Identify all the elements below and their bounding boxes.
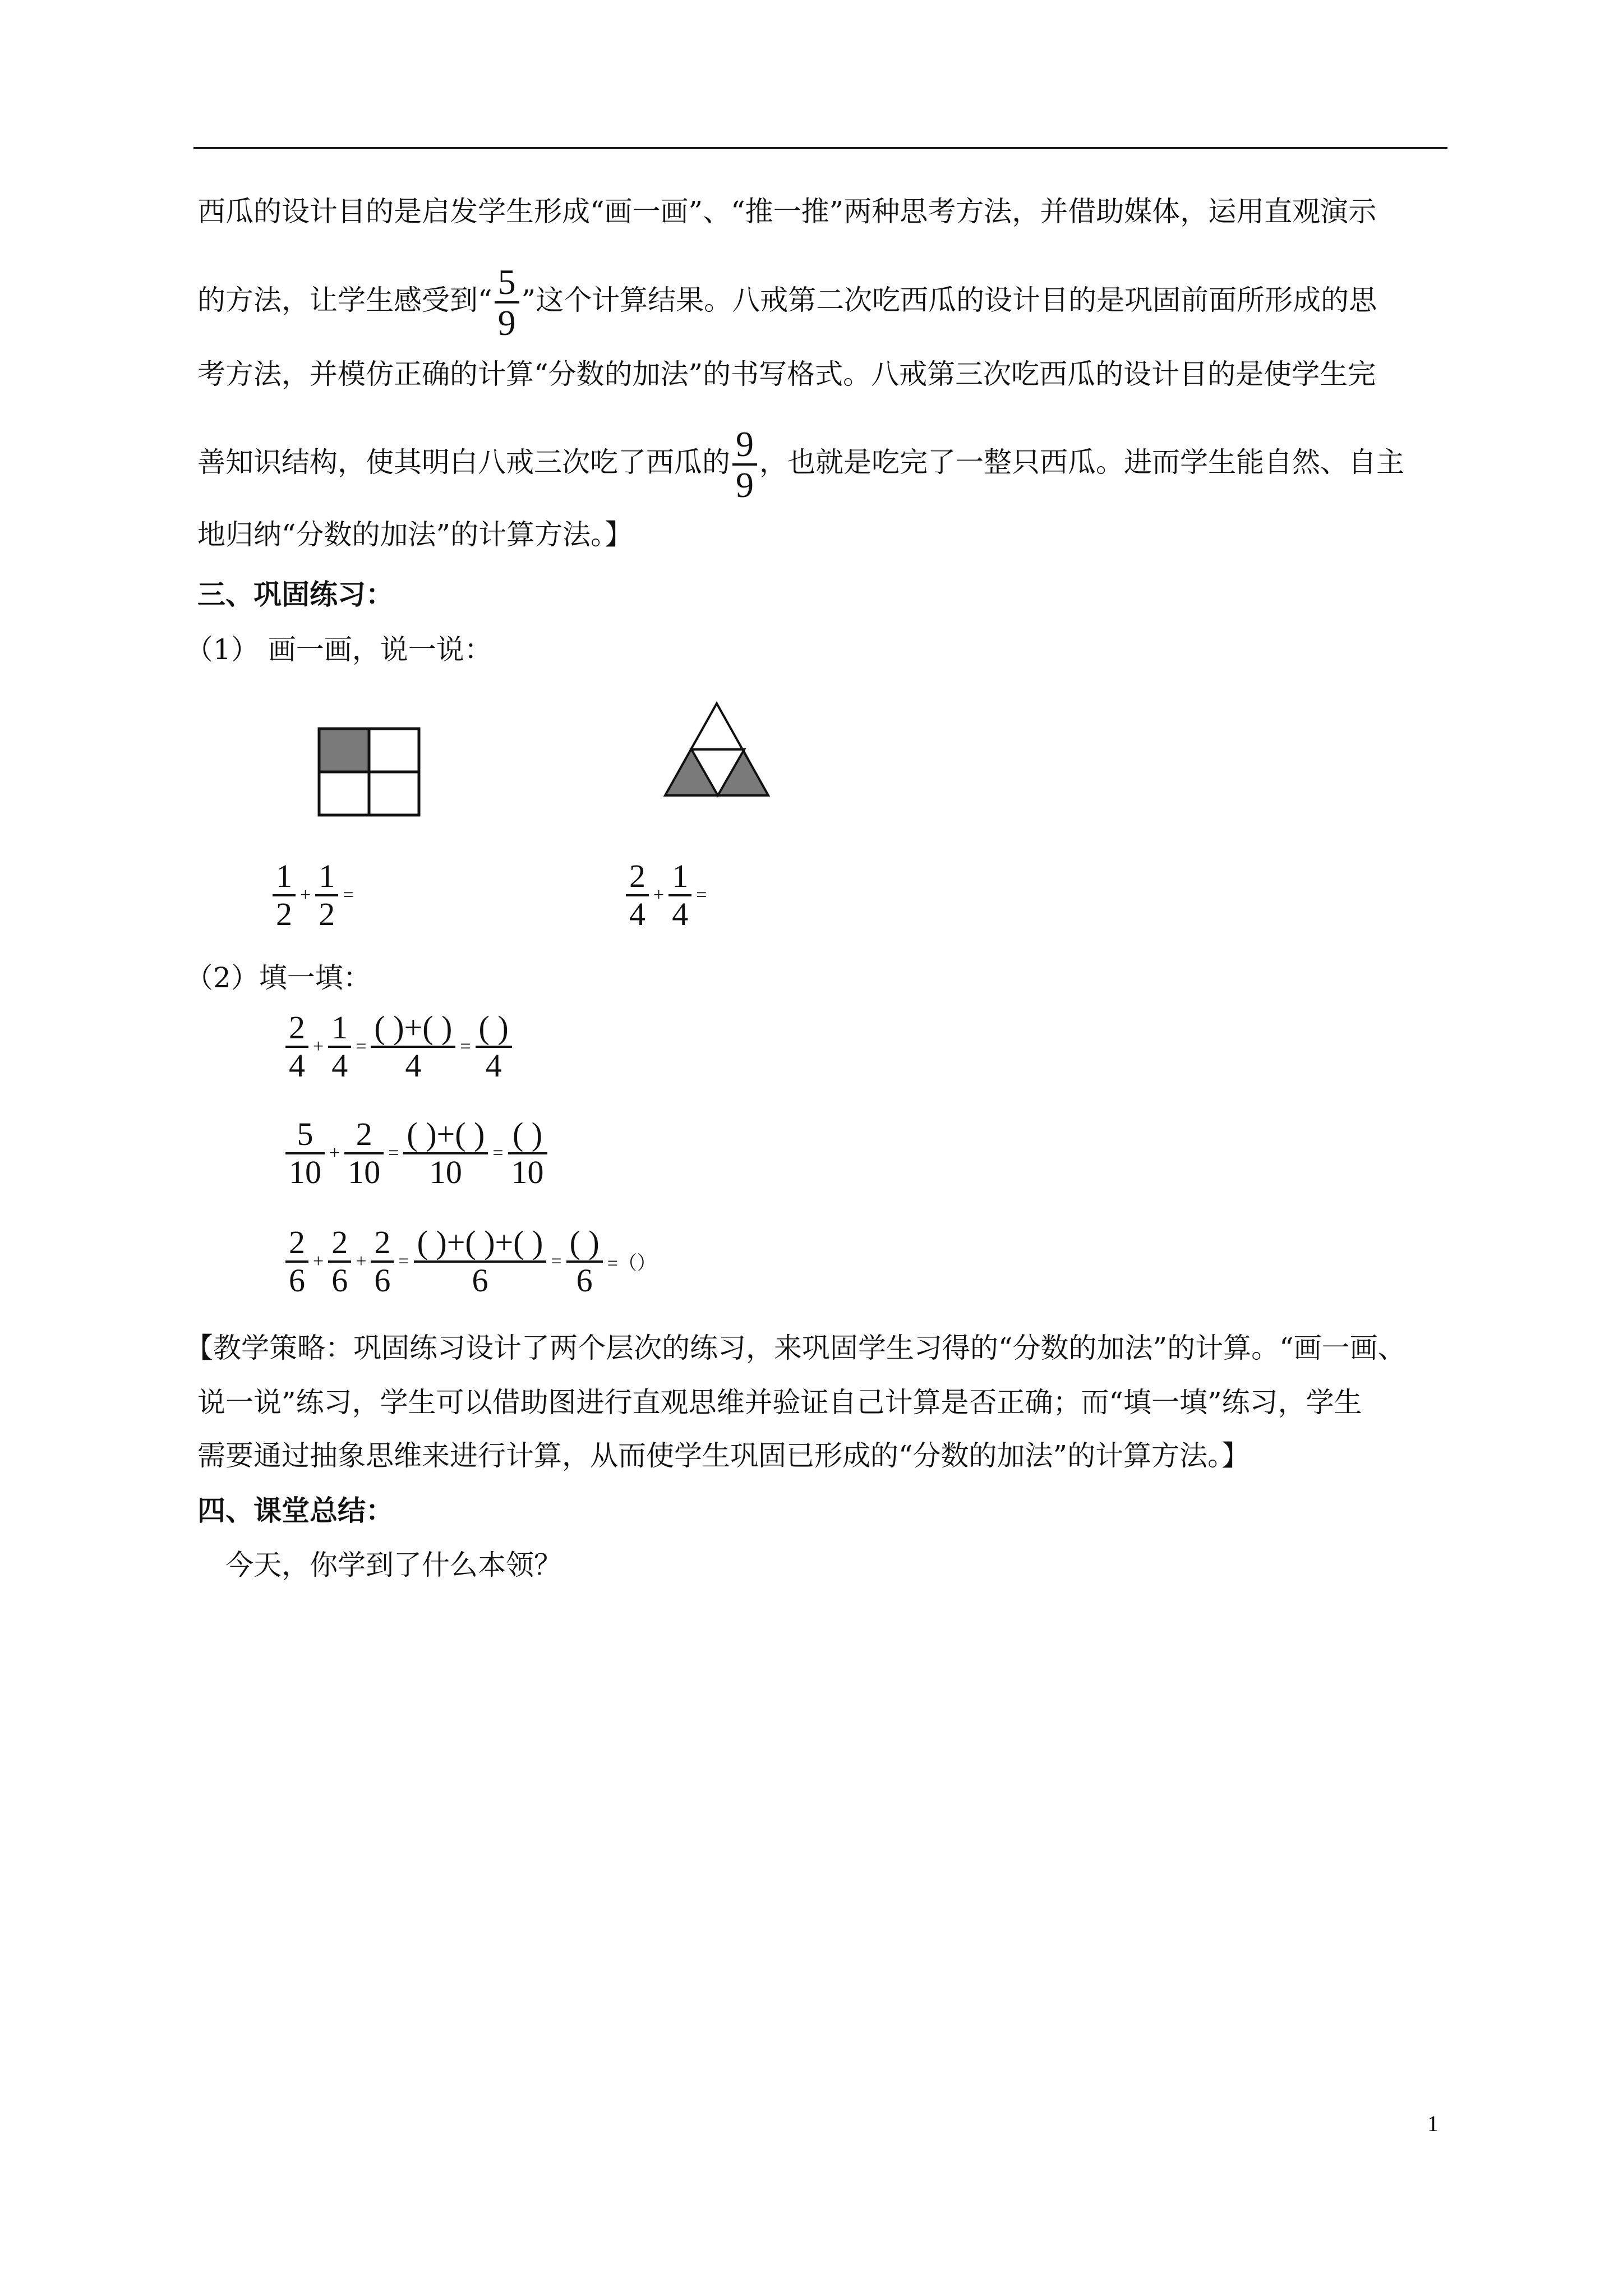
numerator: 2 <box>629 858 645 894</box>
paragraph-line-4 <box>197 425 1448 504</box>
paragraph-line-2b: ”这个计算结果。八戒第二次吃西瓜的设计目的是巩固前面所形成的思 <box>521 284 1377 317</box>
denominator: 2 <box>315 894 338 932</box>
exercise-1 <box>270 858 356 932</box>
item-2-label: （2）填一填： <box>185 961 371 994</box>
denominator: 4 <box>328 1046 351 1084</box>
blank-sum-fraction <box>403 1116 488 1190</box>
blank-result-fraction <box>476 1010 512 1084</box>
paragraph-line-4a: 善知识结构，使其明白八戒三次吃了西瓜的 <box>197 446 730 479</box>
plus-sign: + <box>313 1250 324 1272</box>
fraction-b <box>315 858 338 932</box>
fraction-b <box>344 1116 384 1190</box>
numerator: 2 <box>289 1009 305 1046</box>
summary-question: 今天，你学到了什么本领？ <box>225 1549 562 1581</box>
paragraph-line-3: 考方法，并模仿正确的计算“分数的加法”的书写格式。八戒第三次吃西瓜的设计目的是使学生完 <box>197 358 1376 390</box>
blank-numerator: ( )+( ) <box>374 1009 453 1046</box>
numerator: 2 <box>374 1224 391 1260</box>
blank-numerator: ( ) <box>478 1009 509 1046</box>
fraction-denominator: 9 <box>495 301 519 342</box>
numerator: 1 <box>331 1009 348 1046</box>
equals-sign: = <box>696 884 707 905</box>
blank-sum-fraction <box>414 1225 547 1299</box>
denominator: 4 <box>285 1046 308 1084</box>
denominator: 4 <box>668 894 691 932</box>
paragraph-line-4b: ，也就是吃完了一整只西瓜。进而学生能自然、自主 <box>759 446 1404 479</box>
numerator: 5 <box>297 1116 313 1152</box>
equals-sign: = <box>356 1036 367 1057</box>
fraction-a <box>626 858 649 932</box>
denominator: 4 <box>626 894 649 932</box>
final-blank: =（） <box>607 1253 656 1274</box>
numerator: 2 <box>289 1224 305 1260</box>
fill-row-2 <box>283 1116 550 1190</box>
plus-sign: + <box>653 884 665 905</box>
blank-numerator: ( )+( ) <box>407 1116 485 1152</box>
denominator: 4 <box>371 1046 455 1084</box>
denominator: 6 <box>371 1260 394 1299</box>
header-rule <box>193 147 1447 149</box>
fraction-denominator: 9 <box>732 463 757 504</box>
fraction-numerator: 9 <box>736 424 754 464</box>
fraction-b <box>668 858 691 932</box>
plus-sign: + <box>329 1142 340 1163</box>
strategy-line-1: 【教学策略：巩固练习设计了两个层次的练习，来巩固学生习得的“分数的加法”的计算。“画一画、 <box>185 1332 1406 1364</box>
denominator: 6 <box>328 1260 351 1299</box>
paragraph-line-2a: 的方法，让学生感受到“ <box>197 284 492 317</box>
blank-result-fraction <box>566 1225 603 1299</box>
paragraph-line-1: 西瓜的设计目的是启发学生形成“画一画”、“推一推”两种思考方法，并借助媒体，运用直观演示 <box>197 195 1377 228</box>
plus-sign: + <box>300 884 311 905</box>
blank-result-fraction <box>508 1116 547 1190</box>
equals-sign: = <box>388 1142 399 1163</box>
denominator: 6 <box>285 1260 308 1299</box>
denominator: 10 <box>344 1152 384 1190</box>
equals-sign: = <box>551 1250 562 1272</box>
fraction-9-9 <box>732 425 757 504</box>
numerator: 1 <box>319 858 335 894</box>
numerator: 2 <box>331 1224 348 1260</box>
square-figure <box>317 727 421 817</box>
numerator: 1 <box>276 858 292 894</box>
denominator: 10 <box>403 1152 488 1190</box>
plus-sign: + <box>313 1036 324 1057</box>
paragraph-line-2 <box>197 263 1448 342</box>
plus-sign: + <box>356 1250 367 1272</box>
denominator: 2 <box>273 894 296 932</box>
fraction-numerator: 5 <box>497 262 516 302</box>
shaded-left-triangle <box>665 749 718 795</box>
strategy-line-2: 说一说”练习，学生可以借助图进行直观思维并验证自己计算是否正确；而“填一填”练习，学生 <box>197 1386 1362 1419</box>
item-1-label: （1） 画一画，说一说： <box>185 633 492 666</box>
exercise-2 <box>624 858 709 932</box>
fill-row-3 <box>283 1225 658 1299</box>
paragraph-line-5: 地归纳“分数的加法”的计算方法。】 <box>197 518 633 551</box>
equals-sign: = <box>398 1250 409 1272</box>
blank-numerator: ( )+( )+( ) <box>417 1224 543 1260</box>
denominator: 6 <box>414 1260 547 1299</box>
blank-numerator: ( ) <box>512 1116 543 1152</box>
blank-numerator: ( ) <box>569 1224 600 1260</box>
strategy-line-3: 需要通过抽象思维来进行计算，从而使学生巩固已形成的“分数的加法”的计算方法。】 <box>197 1439 1250 1472</box>
numerator: 2 <box>356 1116 372 1152</box>
fraction-b <box>328 1225 351 1299</box>
blank-sum-fraction <box>371 1010 455 1084</box>
numerator: 1 <box>672 858 689 894</box>
triangle-figure <box>663 701 770 798</box>
fraction-c <box>371 1225 394 1299</box>
shaded-quarter <box>319 729 369 772</box>
denominator: 10 <box>508 1152 547 1190</box>
section-4-heading: 四、课堂总结： <box>197 1494 394 1527</box>
fraction-a <box>285 1010 308 1084</box>
denominator: 6 <box>566 1260 603 1299</box>
page-number: 1 <box>1427 2111 1438 2136</box>
fraction-5-9 <box>495 263 519 342</box>
fraction-a <box>285 1116 325 1190</box>
fill-row-1 <box>283 1010 514 1084</box>
equals-sign: = <box>492 1142 504 1163</box>
fraction-a <box>273 858 296 932</box>
equals-sign: = <box>460 1036 471 1057</box>
fraction-a <box>285 1225 308 1299</box>
section-3-heading: 三、巩固练习： <box>197 578 394 611</box>
denominator: 10 <box>285 1152 325 1190</box>
fraction-b <box>328 1010 351 1084</box>
shaded-right-triangle <box>718 749 768 795</box>
denominator: 4 <box>476 1046 512 1084</box>
equals-sign: = <box>343 884 354 905</box>
